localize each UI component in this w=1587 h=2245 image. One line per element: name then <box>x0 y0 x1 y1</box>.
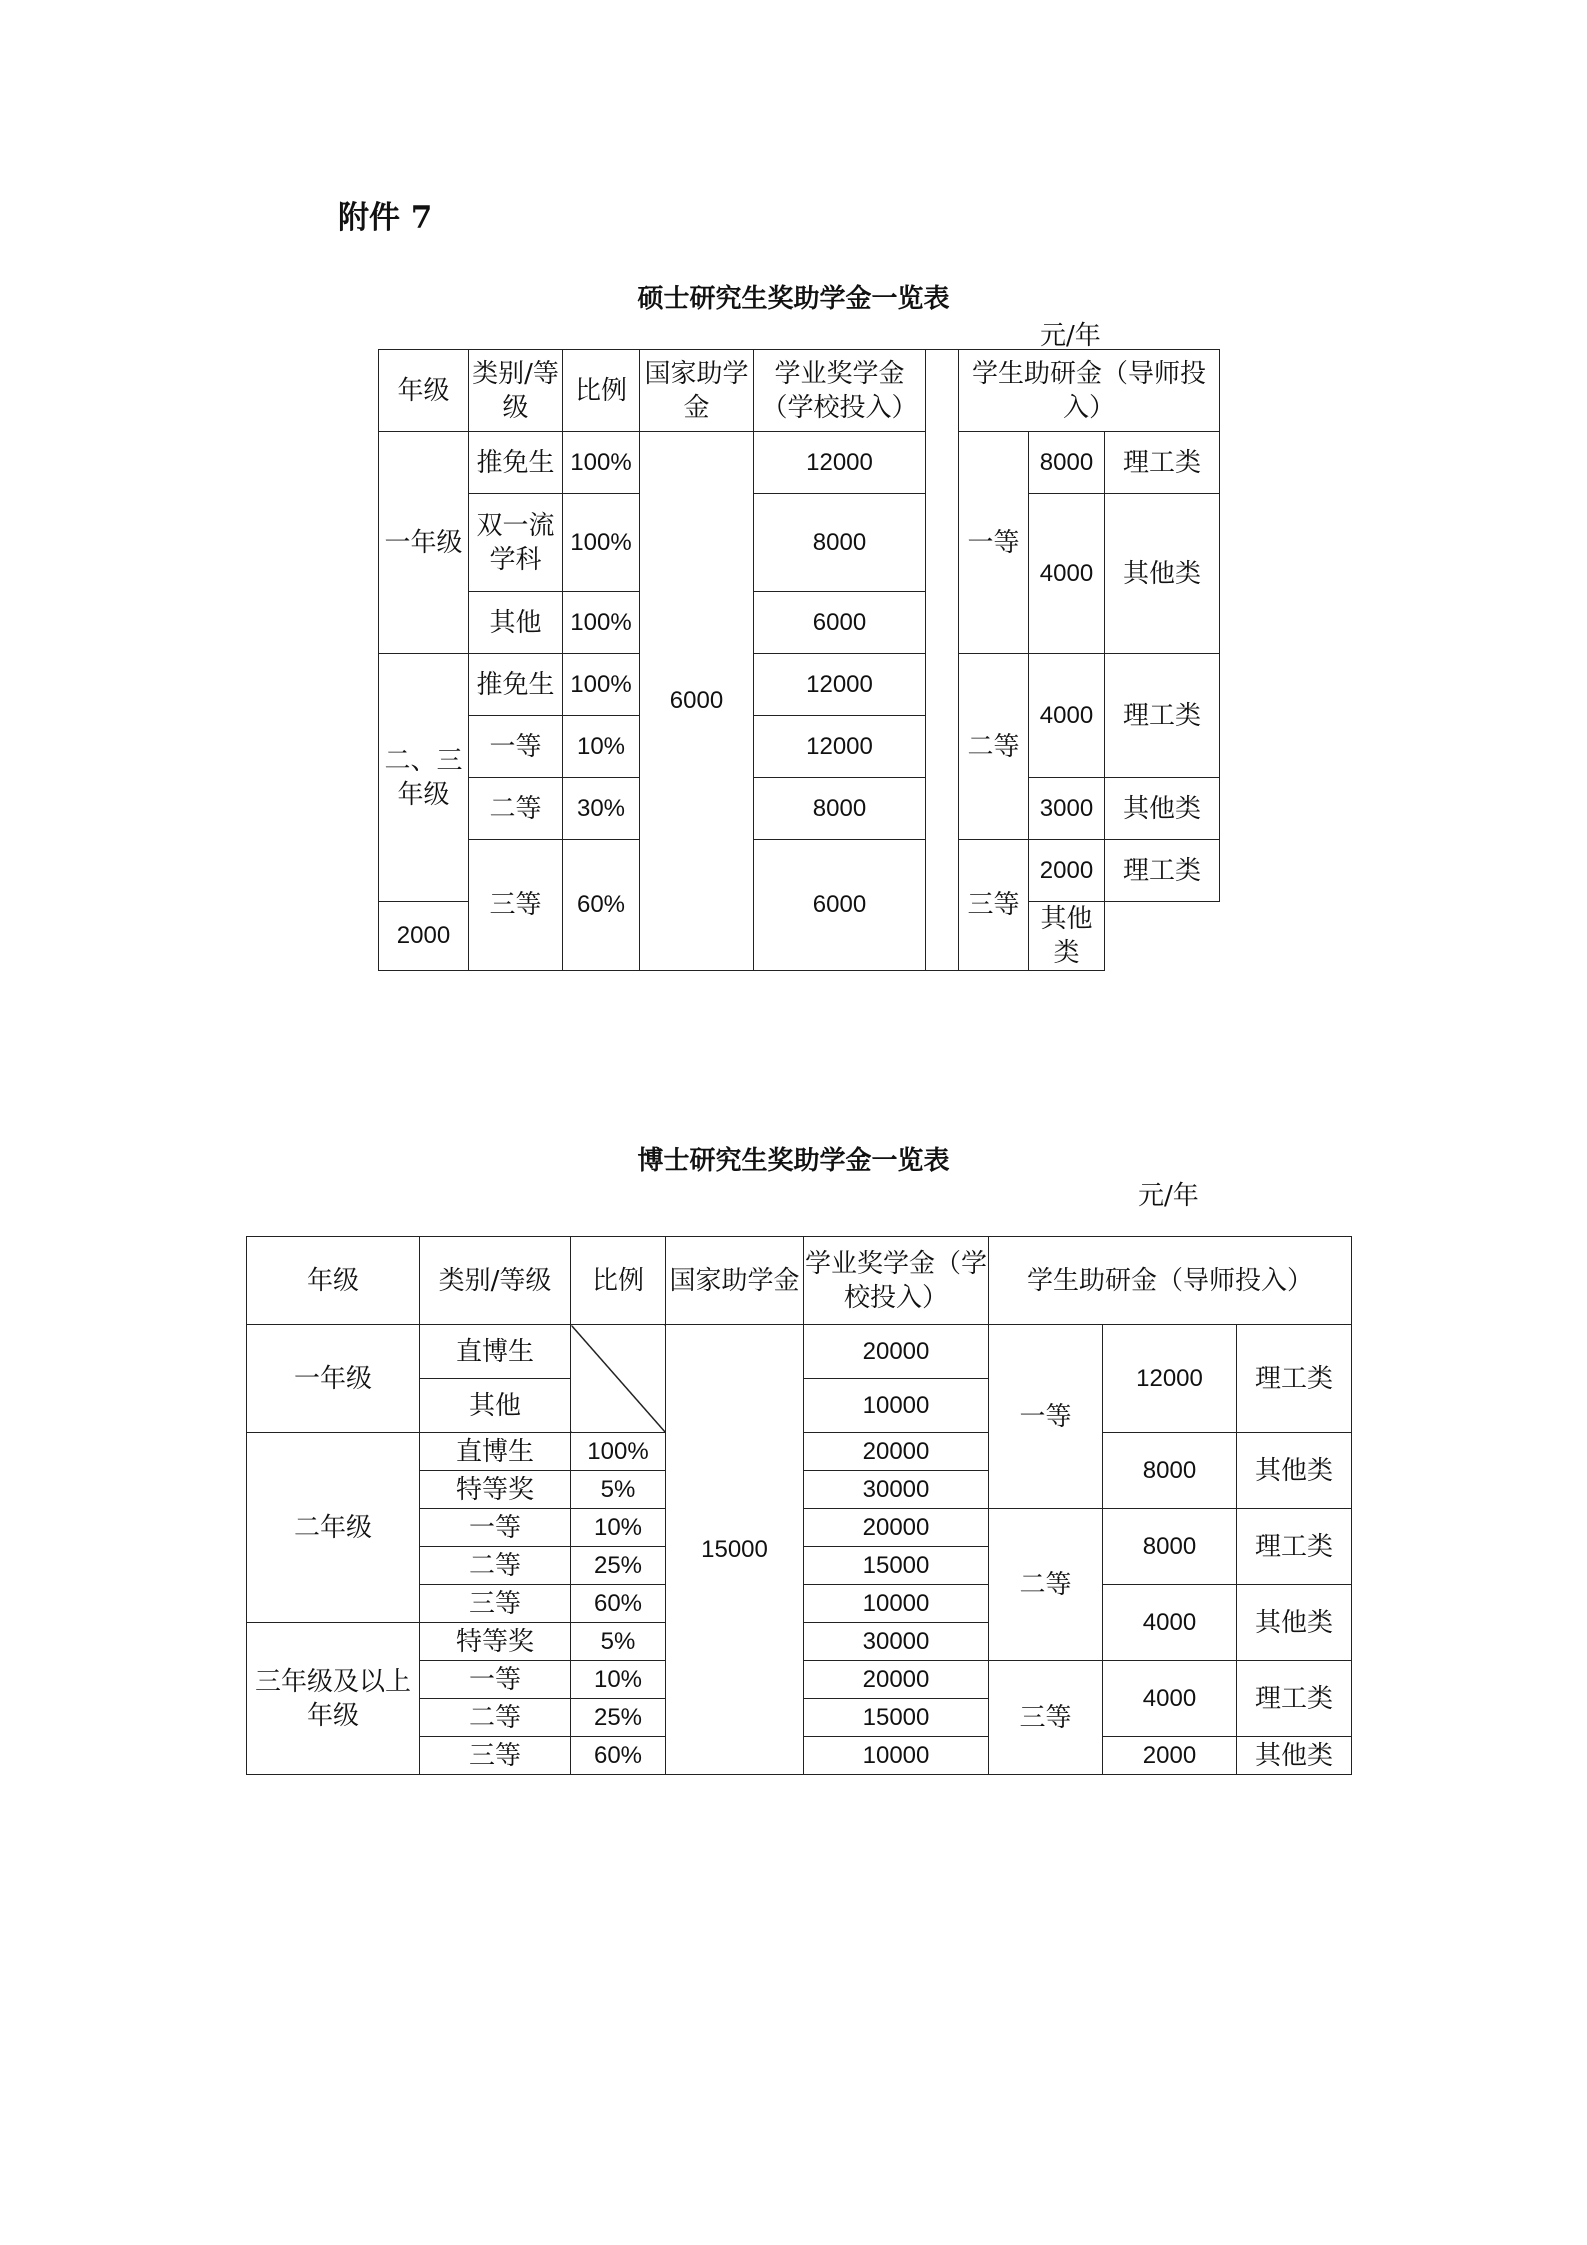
assist-type: 其他类 <box>1237 1737 1352 1775</box>
assist-type: 其他类 <box>1237 1585 1352 1661</box>
assist-level-3: 三等 <box>989 1661 1103 1775</box>
ratio-cell: 60% <box>571 1585 666 1623</box>
master-unit: 元/年 <box>1040 321 1101 351</box>
category-cell: 特等奖 <box>420 1623 571 1661</box>
assist-amount: 3000 <box>1029 778 1105 840</box>
header-academic: 学业奖学金（学校投入） <box>804 1237 989 1325</box>
category-cell: 双一流学科 <box>469 494 563 592</box>
category-cell: 二等 <box>469 778 563 840</box>
assist-amount: 8000 <box>1029 432 1105 494</box>
header-grade: 年级 <box>247 1237 420 1325</box>
category-cell: 二等 <box>420 1547 571 1585</box>
academic-value: 8000 <box>754 778 926 840</box>
academic-value: 10000 <box>804 1585 989 1623</box>
academic-value: 30000 <box>804 1471 989 1509</box>
ratio-cell: 60% <box>571 1737 666 1775</box>
ratio-cell: 25% <box>571 1699 666 1737</box>
attachment-label: 附件 7 <box>338 200 433 236</box>
header-national: 国家助学金 <box>666 1237 804 1325</box>
category-cell: 二等 <box>420 1699 571 1737</box>
assist-amount: 2000 <box>1029 840 1105 902</box>
grade-third-year-and-above: 三年级及以上年级 <box>247 1623 420 1775</box>
assist-amount: 8000 <box>1103 1509 1237 1585</box>
category-cell: 三等 <box>469 840 563 971</box>
doctor-table-title: 博士研究生奖助学金一览表 <box>637 1146 950 1176</box>
assist-type: 理工类 <box>1237 1509 1352 1585</box>
academic-value: 20000 <box>804 1661 989 1699</box>
assist-amount: 2000 <box>1103 1737 1237 1775</box>
academic-value: 20000 <box>804 1325 989 1379</box>
assist-amount: 4000 <box>1103 1585 1237 1661</box>
assist-type: 理工类 <box>1105 432 1220 494</box>
category-cell: 一等 <box>420 1661 571 1699</box>
assist-type: 理工类 <box>1237 1661 1352 1737</box>
category-cell: 直博生 <box>420 1325 571 1379</box>
academic-value: 8000 <box>754 494 926 592</box>
academic-value: 6000 <box>754 840 926 971</box>
header-academic: 学业奖学金（学校投入） <box>754 350 926 432</box>
ratio-cell: 5% <box>571 1623 666 1661</box>
ratio-cell: 100% <box>571 1433 666 1471</box>
header-national: 国家助学金 <box>640 350 754 432</box>
ratio-cell: 25% <box>571 1547 666 1585</box>
academic-value: 15000 <box>804 1547 989 1585</box>
academic-value: 6000 <box>754 592 926 654</box>
doctor-unit: 元/年 <box>1138 1181 1199 1211</box>
academic-value: 20000 <box>804 1433 989 1471</box>
ratio-cell: 100% <box>563 494 640 592</box>
ratio-cell: 5% <box>571 1471 666 1509</box>
header-ratio: 比例 <box>563 350 640 432</box>
header-ratio: 比例 <box>571 1237 666 1325</box>
grade-first-year: 一年级 <box>379 432 469 654</box>
academic-value: 30000 <box>804 1623 989 1661</box>
grade-second-year: 二年级 <box>247 1433 420 1623</box>
national-grant-value: 15000 <box>666 1325 804 1775</box>
assist-amount: 8000 <box>1103 1433 1237 1509</box>
master-table-title: 硕士研究生奖助学金一览表 <box>637 284 950 314</box>
ratio-cell: 10% <box>571 1509 666 1547</box>
category-cell: 其他 <box>420 1379 571 1433</box>
academic-value: 10000 <box>804 1737 989 1775</box>
header-category: 类别/等级 <box>469 350 563 432</box>
header-assist: 学生助研金（导师投入） <box>989 1237 1352 1325</box>
academic-value: 12000 <box>754 432 926 494</box>
category-cell: 其他 <box>469 592 563 654</box>
master-scholarship-table <box>378 349 1220 971</box>
national-grant-value: 6000 <box>640 432 754 971</box>
category-cell: 一等 <box>469 716 563 778</box>
grade-second-third-year: 二、三年级 <box>379 654 469 902</box>
assist-type: 理工类 <box>1237 1325 1352 1433</box>
academic-value: 12000 <box>754 654 926 716</box>
ratio-cell: 30% <box>563 778 640 840</box>
ratio-cell: 100% <box>563 432 640 494</box>
header-assist: 学生助研金（导师投入） <box>959 350 1220 432</box>
assist-amount: 12000 <box>1103 1325 1237 1433</box>
assist-level-1: 一等 <box>989 1325 1103 1509</box>
assist-amount: 4000 <box>1103 1661 1237 1737</box>
ratio-cell: 10% <box>563 716 640 778</box>
assist-amount: 2000 <box>379 902 469 971</box>
assist-type: 理工类 <box>1105 654 1220 778</box>
header-category: 类别/等级 <box>420 1237 571 1325</box>
category-cell: 特等奖 <box>420 1471 571 1509</box>
assist-level-3: 三等 <box>959 840 1029 971</box>
ratio-cell: 60% <box>563 840 640 971</box>
category-cell: 一等 <box>420 1509 571 1547</box>
ratio-slash-cell <box>571 1325 666 1433</box>
assist-level-1: 一等 <box>959 432 1029 654</box>
grade-first-year: 一年级 <box>247 1325 420 1433</box>
assist-type: 其他类 <box>1105 778 1220 840</box>
assist-amount: 4000 <box>1029 654 1105 778</box>
category-cell: 三等 <box>420 1585 571 1623</box>
ratio-cell: 100% <box>563 654 640 716</box>
assist-level-2: 二等 <box>989 1509 1103 1661</box>
category-cell: 推免生 <box>469 654 563 716</box>
blank-column <box>926 350 959 971</box>
ratio-cell: 100% <box>563 592 640 654</box>
category-cell: 三等 <box>420 1737 571 1775</box>
category-cell: 推免生 <box>469 432 563 494</box>
header-grade: 年级 <box>379 350 469 432</box>
assist-type: 其他类 <box>1029 902 1105 971</box>
assist-type: 理工类 <box>1105 840 1220 902</box>
assist-amount: 4000 <box>1029 494 1105 654</box>
academic-value: 10000 <box>804 1379 989 1433</box>
assist-type: 其他类 <box>1105 494 1220 654</box>
academic-value: 12000 <box>754 716 926 778</box>
academic-value: 20000 <box>804 1509 989 1547</box>
doctor-scholarship-table <box>246 1236 1352 1775</box>
assist-type: 其他类 <box>1237 1433 1352 1509</box>
assist-level-2: 二等 <box>959 654 1029 840</box>
academic-value: 15000 <box>804 1699 989 1737</box>
category-cell: 直博生 <box>420 1433 571 1471</box>
ratio-cell: 10% <box>571 1661 666 1699</box>
